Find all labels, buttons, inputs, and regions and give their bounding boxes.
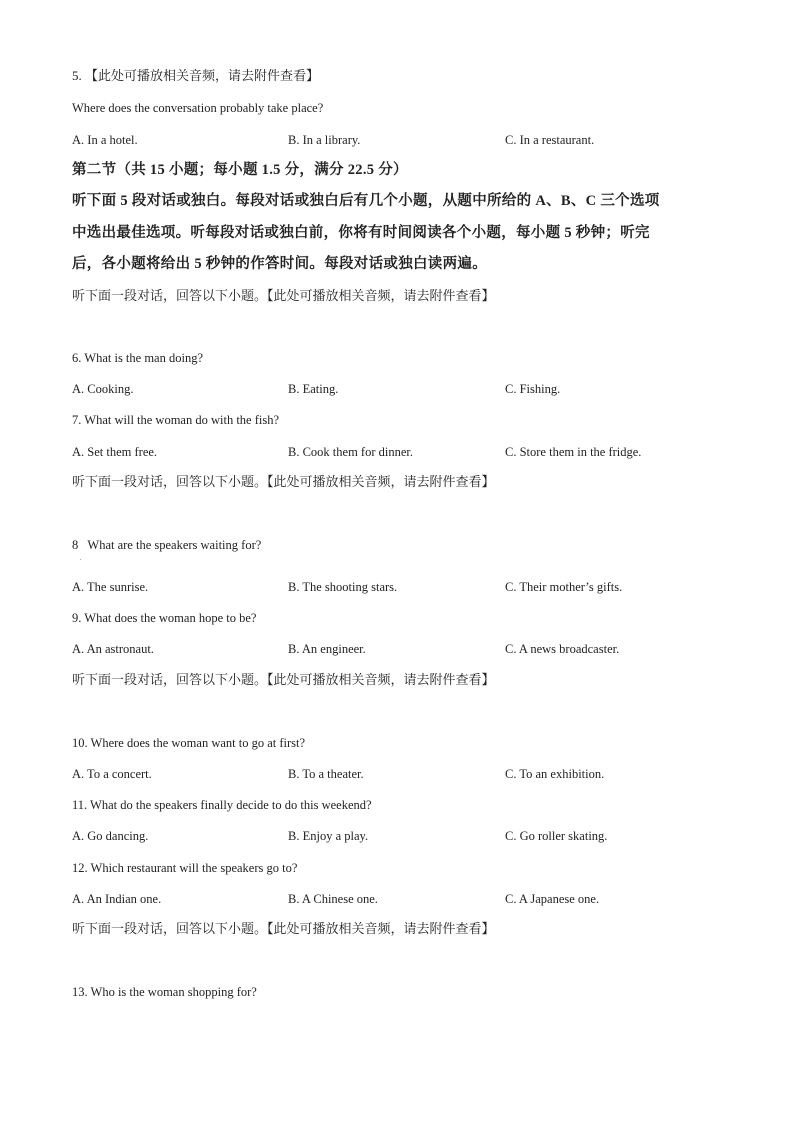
q7-option-a: A. Set them free. xyxy=(72,445,158,459)
q10-option-a: A. To a concert. xyxy=(72,767,152,781)
q6-option-c: C. Fishing. xyxy=(505,382,561,396)
q10-option-b: B. To a theater. xyxy=(288,767,364,781)
q8-option-a: A. The sunrise. xyxy=(72,580,149,594)
q5-header: 5. 【此处可播放相关音频，请去附件查看】 xyxy=(72,68,320,83)
q11-option-b: B. Enjoy a play. xyxy=(288,829,369,843)
q5-question: Where does the conversation probably take place? xyxy=(72,101,324,115)
q9-option-a: A. An astronaut. xyxy=(72,642,154,656)
q11-option-c: C. Go roller skating. xyxy=(505,829,608,843)
q11-question: 11. What do the speakers finally decide to do this weekend? xyxy=(72,798,372,812)
q11-option-a: A. Go dancing. xyxy=(72,829,149,843)
q5-option-b: B. In a library. xyxy=(288,133,361,147)
q13-question: 13. Who is the woman shopping for? xyxy=(72,985,257,999)
section2-title: 第二节（共 15 小题；每小题 1.5 分，满分 22.5 分） xyxy=(72,162,408,178)
stray-dot: . xyxy=(80,556,82,562)
section2-instruction-line2: 中选出最佳选项。听每段对话或独白前，你将有时间阅读各个小题，每小题 5 秒钟；听完 xyxy=(72,225,650,241)
audio-prompt-3: 听下面一段对话，回答以下小题。【此处可播放相关音频，请去附件查看】 xyxy=(72,672,495,687)
q8-question: 8 What are the speakers waiting for? xyxy=(72,538,262,552)
q12-option-b: B. A Chinese one. xyxy=(288,892,378,906)
q8-option-c: C. Their mother’s gifts. xyxy=(505,580,623,594)
section2-instruction-line3: 后，各小题将给出 5 秒钟的作答时间。每段对话或独白读两遍。 xyxy=(72,256,487,272)
audio-prompt-1: 听下面一段对话，回答以下小题。【此处可播放相关音频，请去附件查看】 xyxy=(72,288,495,303)
audio-prompt-2: 听下面一段对话，回答以下小题。【此处可播放相关音频，请去附件查看】 xyxy=(72,474,495,489)
q12-option-a: A. An Indian one. xyxy=(72,892,162,906)
q10-question: 10. Where does the woman want to go at first? xyxy=(72,736,306,750)
q7-option-c: C. Store them in the fridge. xyxy=(505,445,642,459)
q12-question: 12. Which restaurant will the speakers go to? xyxy=(72,861,298,875)
q6-option-b: B. Eating. xyxy=(288,382,339,396)
q8-option-b: B. The shooting stars. xyxy=(288,580,398,594)
q6-question: 6. What is the man doing? xyxy=(72,351,203,365)
q5-option-a: A. In a hotel. xyxy=(72,133,138,147)
q7-question: 7. What will the woman do with the fish? xyxy=(72,413,280,427)
q7-option-b: B. Cook them for dinner. xyxy=(288,445,413,459)
audio-prompt-4: 听下面一段对话，回答以下小题。【此处可播放相关音频，请去附件查看】 xyxy=(72,921,495,936)
q9-question: 9. What does the woman hope to be? xyxy=(72,611,257,625)
section2-instruction-line1: 听下面 5 段对话或独白。每段对话或独白后有几个小题，从题中所给的 A、B、C 三个选项 xyxy=(72,193,660,209)
q6-option-a: A. Cooking. xyxy=(72,382,134,396)
q9-option-b: B. An engineer. xyxy=(288,642,366,656)
q10-option-c: C. To an exhibition. xyxy=(505,767,605,781)
q5-option-c: C. In a restaurant. xyxy=(505,133,595,147)
q12-option-c: C. A Japanese one. xyxy=(505,892,600,906)
q9-option-c: C. A news broadcaster. xyxy=(505,642,620,656)
